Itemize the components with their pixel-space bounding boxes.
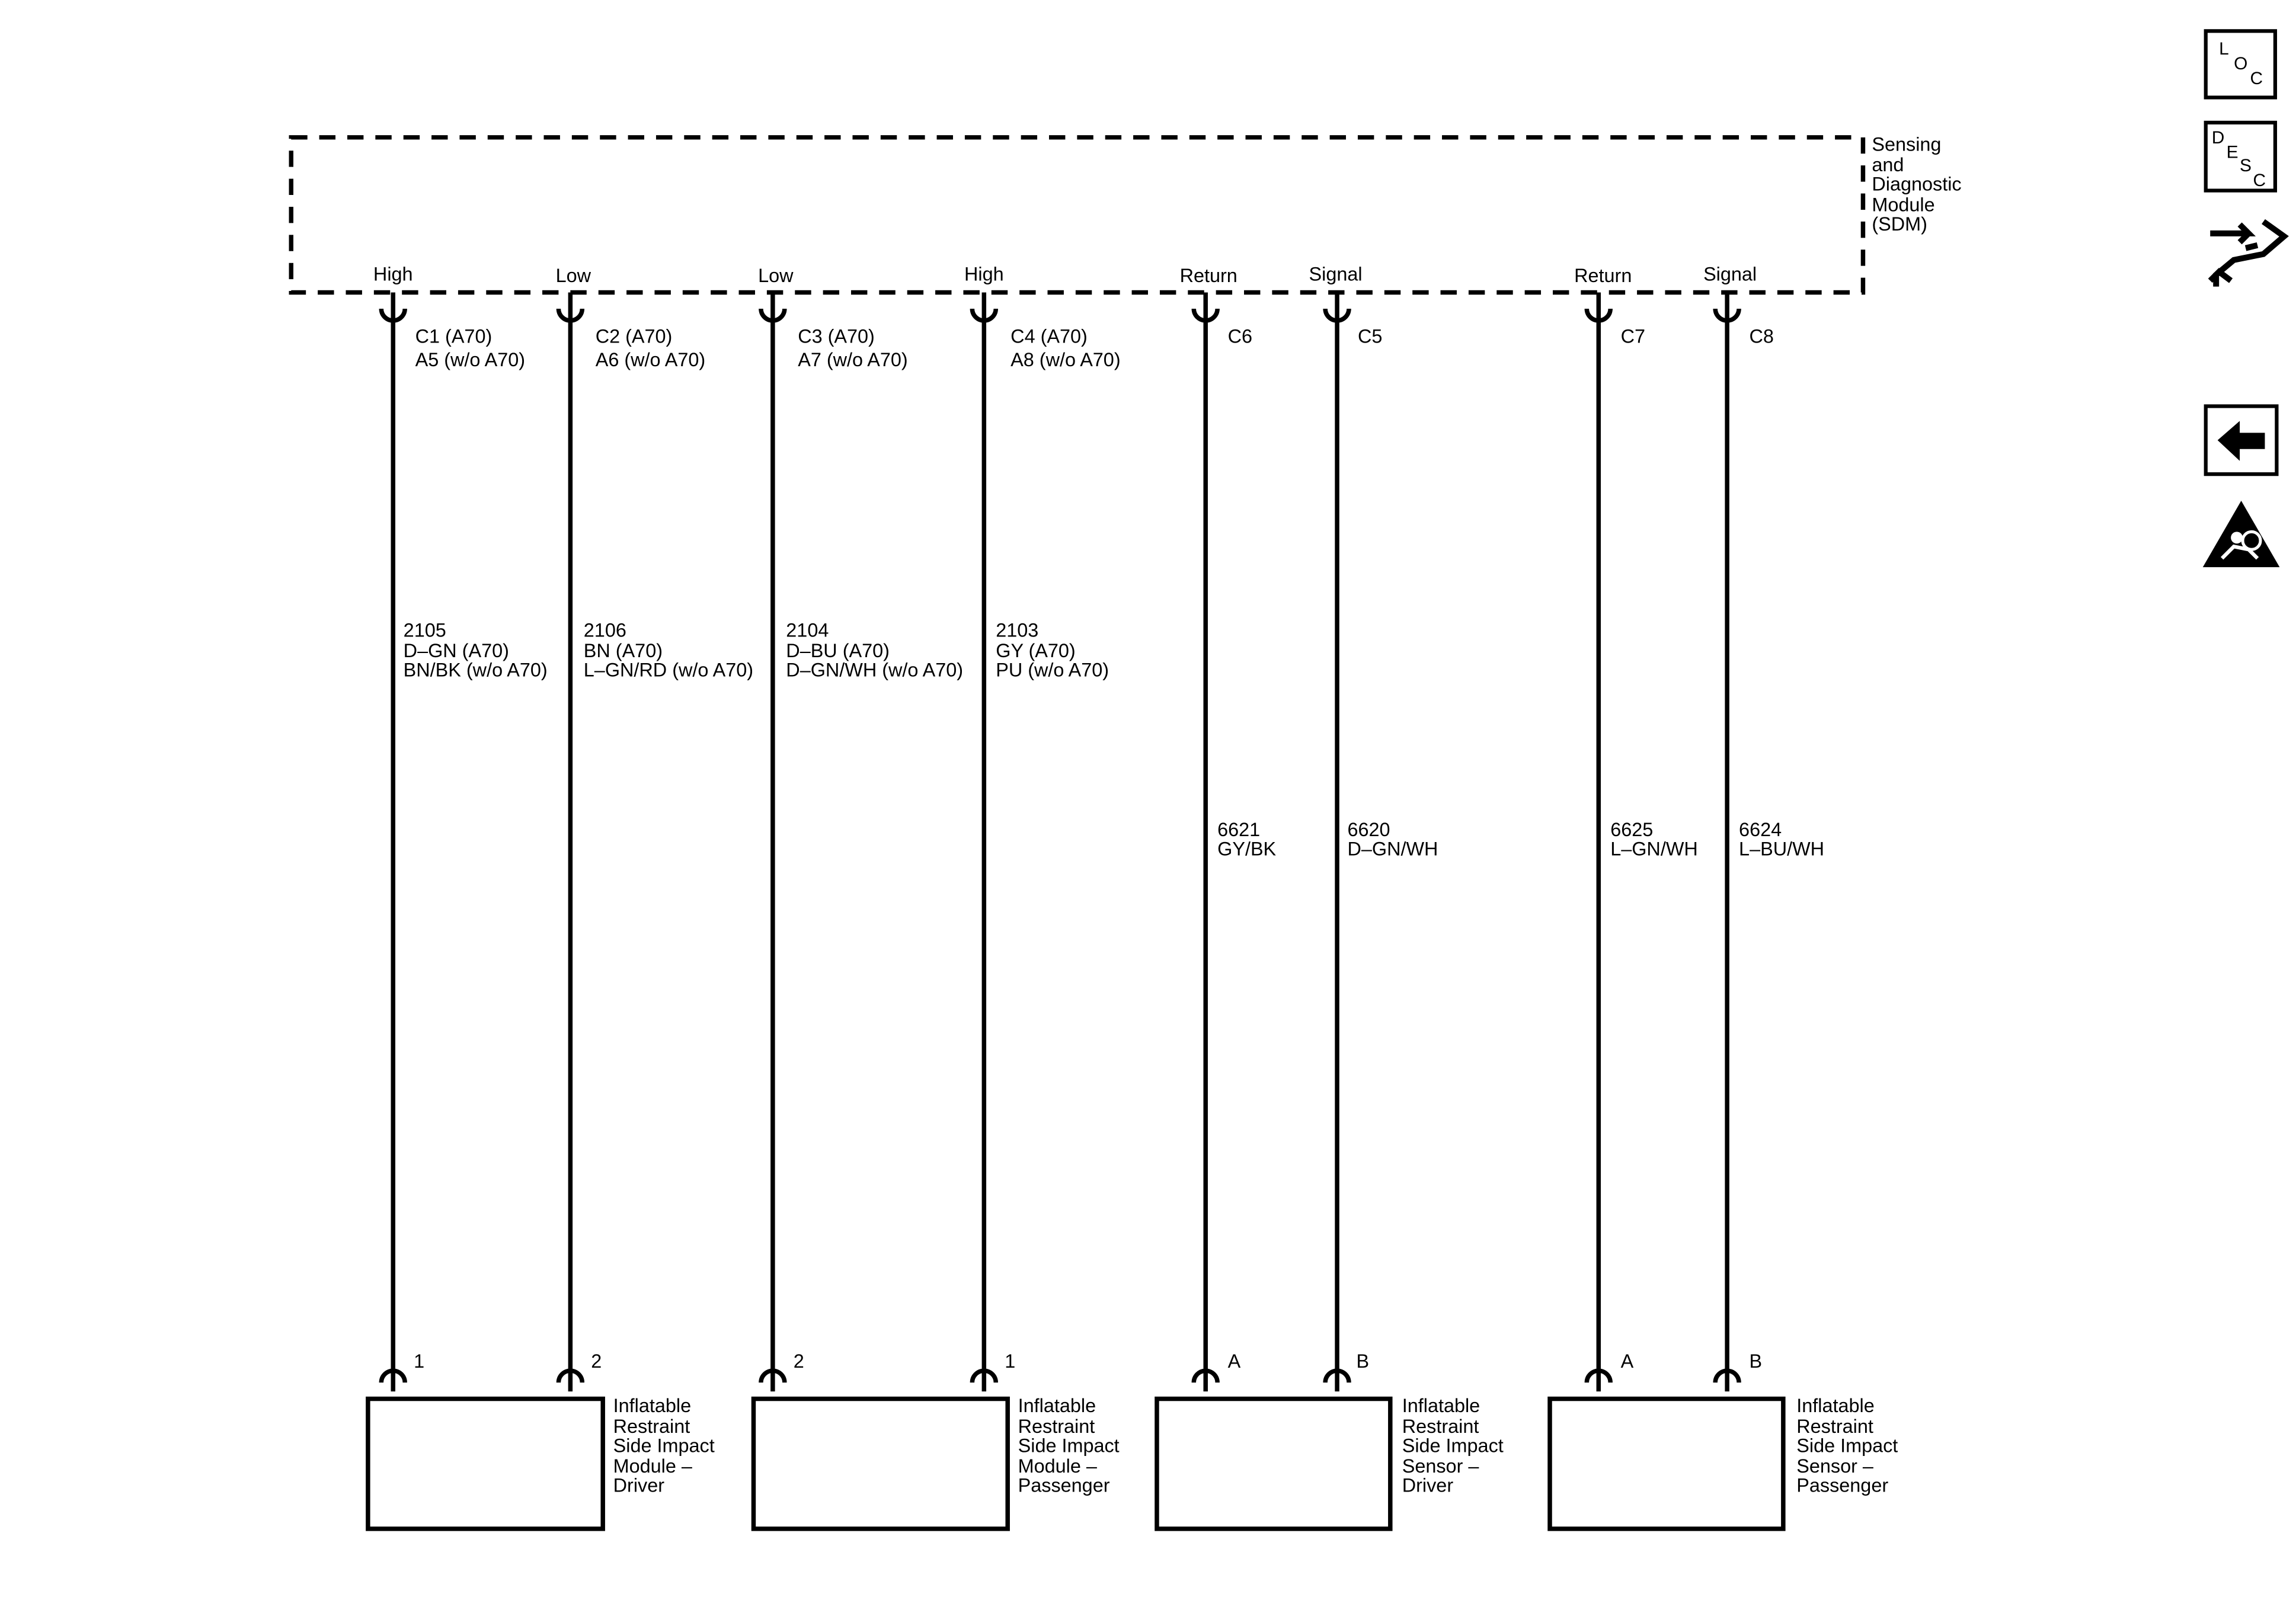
pin-function-label: Signal [1309,263,1363,285]
wire-c2 [556,265,753,1391]
connector-label: C3 (A70) A7 (w/o A70) [798,325,908,371]
terminal-label: 1 [414,1350,425,1372]
svg-text:C: C [2253,171,2266,191]
connector-label: C2 (A70) A6 (w/o A70) [595,325,706,371]
circuit-label: 2103 GY (A70) PU (w/o A70) [996,619,1109,681]
connector-label: C4 (A70) A8 (w/o A70) [1011,325,1121,371]
pin-function-label: Return [1574,265,1632,287]
wire-c4 [964,264,1121,1391]
component-label: Inflatable Restraint Side Impact Sensor – Driver [1402,1394,1504,1496]
pin-function-label: Return [1179,265,1237,287]
wire-c8 [1703,264,1824,1391]
svg-text:E: E [2226,142,2239,162]
pin-function-label: High [964,263,1004,285]
svg-text:D: D [2211,127,2225,148]
component-side-impact-module-driver [368,1395,720,1529]
pin-function-label: Low [758,265,794,287]
circuit-label: 6621 GY/BK [1217,818,1277,860]
back-arrow-icon[interactable] [2206,406,2277,474]
terminal-label: 1 [1005,1350,1016,1372]
terminal-label: B [1356,1350,1370,1372]
circuit-label: 2105 D–GN (A70) BN/BK (w/o A70) [403,619,548,681]
connector-label: C5 [1357,325,1383,347]
component-box [1550,1399,1783,1529]
sdm-module-label: Sensing and Diagnostic Module (SDM) [1872,133,1962,235]
svg-text:C: C [2250,69,2263,89]
component-box [1157,1399,1390,1529]
connector-list-icon[interactable] [2210,222,2284,287]
wire-c6 [1180,265,1277,1391]
connector-label: C7 [1620,325,1646,347]
terminal-label: A [1620,1350,1634,1372]
component-side-impact-sensor-passenger [1550,1395,1903,1529]
component-box [368,1399,603,1529]
connector-label: C1 (A70) A5 (w/o A70) [415,325,526,371]
pin-function-label: High [373,263,413,285]
component-side-impact-module-passenger [753,1395,1124,1529]
terminal-label: A [1227,1350,1241,1372]
pin-function-label: Signal [1703,263,1757,285]
component-label: Inflatable Restraint Side Impact Module – Passenger [1018,1394,1120,1496]
wire-c1 [373,264,548,1391]
component-box [753,1399,1008,1529]
component-side-impact-sensor-driver [1157,1395,1509,1529]
svg-text:S: S [2240,156,2252,176]
terminal-label: B [1749,1350,1763,1372]
circuit-label: 2106 BN (A70) L–GN/RD (w/o A70) [583,619,754,681]
circuit-label: 2104 D–BU (A70) D–GN/WH (w/o A70) [786,619,964,681]
svg-text:L: L [2219,39,2229,59]
airbag-warning-icon[interactable] [2203,501,2280,567]
wire-c5 [1309,264,1438,1391]
terminal-label: 2 [591,1350,602,1372]
component-label: Inflatable Restraint Side Impact Module – Driver [613,1394,715,1496]
connector-label: C8 [1749,325,1774,347]
desc-button[interactable] [2206,123,2275,191]
terminal-label: 2 [793,1350,804,1372]
circuit-label: 6624 L–BU/WH [1739,818,1825,860]
component-label: Inflatable Restraint Side Impact Sensor – Passenger [1796,1394,1898,1496]
circuit-label: 6620 D–GN/WH [1347,818,1438,860]
connector-label: C6 [1227,325,1253,347]
pin-function-label: Low [555,265,591,287]
circuit-label: 6625 L–GN/WH [1610,818,1698,860]
wire-c3 [758,265,963,1391]
svg-text:O: O [2234,54,2248,74]
wire-c7 [1574,265,1698,1391]
loc-button[interactable] [2206,31,2275,97]
